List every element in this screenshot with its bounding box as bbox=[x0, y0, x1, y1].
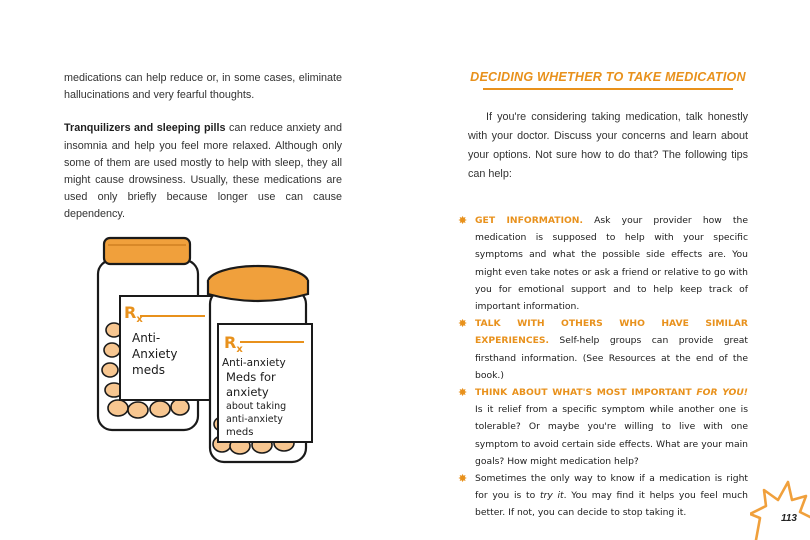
tip-3-text: Is it relief from a specific symptom while another one is tolerable? Or maybe you're willing to live with one symptom to avoid certain side effects. What are your main goals? How might medication help? bbox=[475, 404, 748, 467]
paragraph-tranquilizers-text: can reduce anxiety and insomnia and help you feel more relaxed. Although only some of them are used mostly to help with sleep, they all might cause drowsiness. Usually, these medications are used only briefly because longer use can cause dependency. bbox=[64, 122, 342, 221]
pill-bottles-illustration bbox=[90, 232, 320, 472]
star-burst-icon: ✸ bbox=[458, 386, 468, 400]
heading-underline bbox=[483, 88, 733, 90]
star-burst-icon: ✸ bbox=[458, 317, 468, 331]
tip-3-highlight: THINK ABOUT WHAT'S MOST IMPORTANT bbox=[475, 387, 697, 399]
page-number: 113 bbox=[781, 513, 797, 524]
bottle-1 bbox=[98, 238, 212, 430]
tip-4-italic: try it bbox=[539, 490, 564, 502]
bottle-2 bbox=[208, 266, 312, 462]
tip-3-highlight-italic: FOR YOU! bbox=[696, 387, 748, 399]
tip-4-pre: Sometimes the only way to know if a medication is right for you is to bbox=[475, 473, 748, 502]
tip-2-highlight: TALK WITH OTHERS WHO HAVE SIMILAR EXPERIENCES. bbox=[475, 318, 748, 347]
tips-list bbox=[458, 212, 748, 522]
bottle-1-rx: $R_x$ bbox=[124, 303, 143, 325]
section-heading: DECIDING WHETHER TO TAKE MEDICATION bbox=[470, 70, 746, 84]
term-tranquilizers: Tranquilizers and sleeping pills bbox=[64, 122, 226, 135]
tip-4-text: . You may find it helps you feel much better. If not, you can decide to stop taking it. bbox=[475, 490, 748, 519]
bottle-2-label: Anti-anxiety Meds for anxiety about taking anti-anxiety meds bbox=[222, 357, 287, 438]
tip-try-it bbox=[458, 470, 748, 522]
tip-2-text: Self-help groups can provide great firsthand information. (See Resources at the end of the book.) bbox=[475, 335, 748, 381]
paragraph-hallucinations: medications can help reduce or, in some cases, eliminate hallucinations and very fearful thoughts. bbox=[64, 72, 342, 102]
star-burst-icon: ✸ bbox=[458, 214, 468, 227]
intro-paragraph: If you're considering taking medication, talk honestly with your doctor. Discuss your concerns and learn about your options. Not sure how to do that? The following tips can help: bbox=[468, 111, 748, 180]
tip-1-highlight: GET INFORMATION. bbox=[475, 215, 583, 226]
bottle-2-rx: $R_x$ bbox=[224, 333, 243, 355]
right-column bbox=[458, 70, 749, 522]
tip-talk-with-others bbox=[458, 315, 748, 384]
left-column bbox=[64, 70, 342, 224]
tip-get-information bbox=[458, 212, 748, 315]
star-burst-icon: ✸ bbox=[458, 472, 468, 486]
bottle-1-label: Anti- Anxiety meds bbox=[132, 331, 178, 377]
paragraph-tranquilizers bbox=[64, 120, 342, 223]
tip-think-about-priorities bbox=[458, 384, 748, 470]
sun-burst-icon bbox=[750, 478, 810, 540]
tip-1-text: Ask your provider how the medication is supposed to help with your specific symptoms and what the possible side effects are. You might even take notes or ask a friend or relative to go with you for emotional support and to help keep track of important information. bbox=[475, 215, 749, 313]
